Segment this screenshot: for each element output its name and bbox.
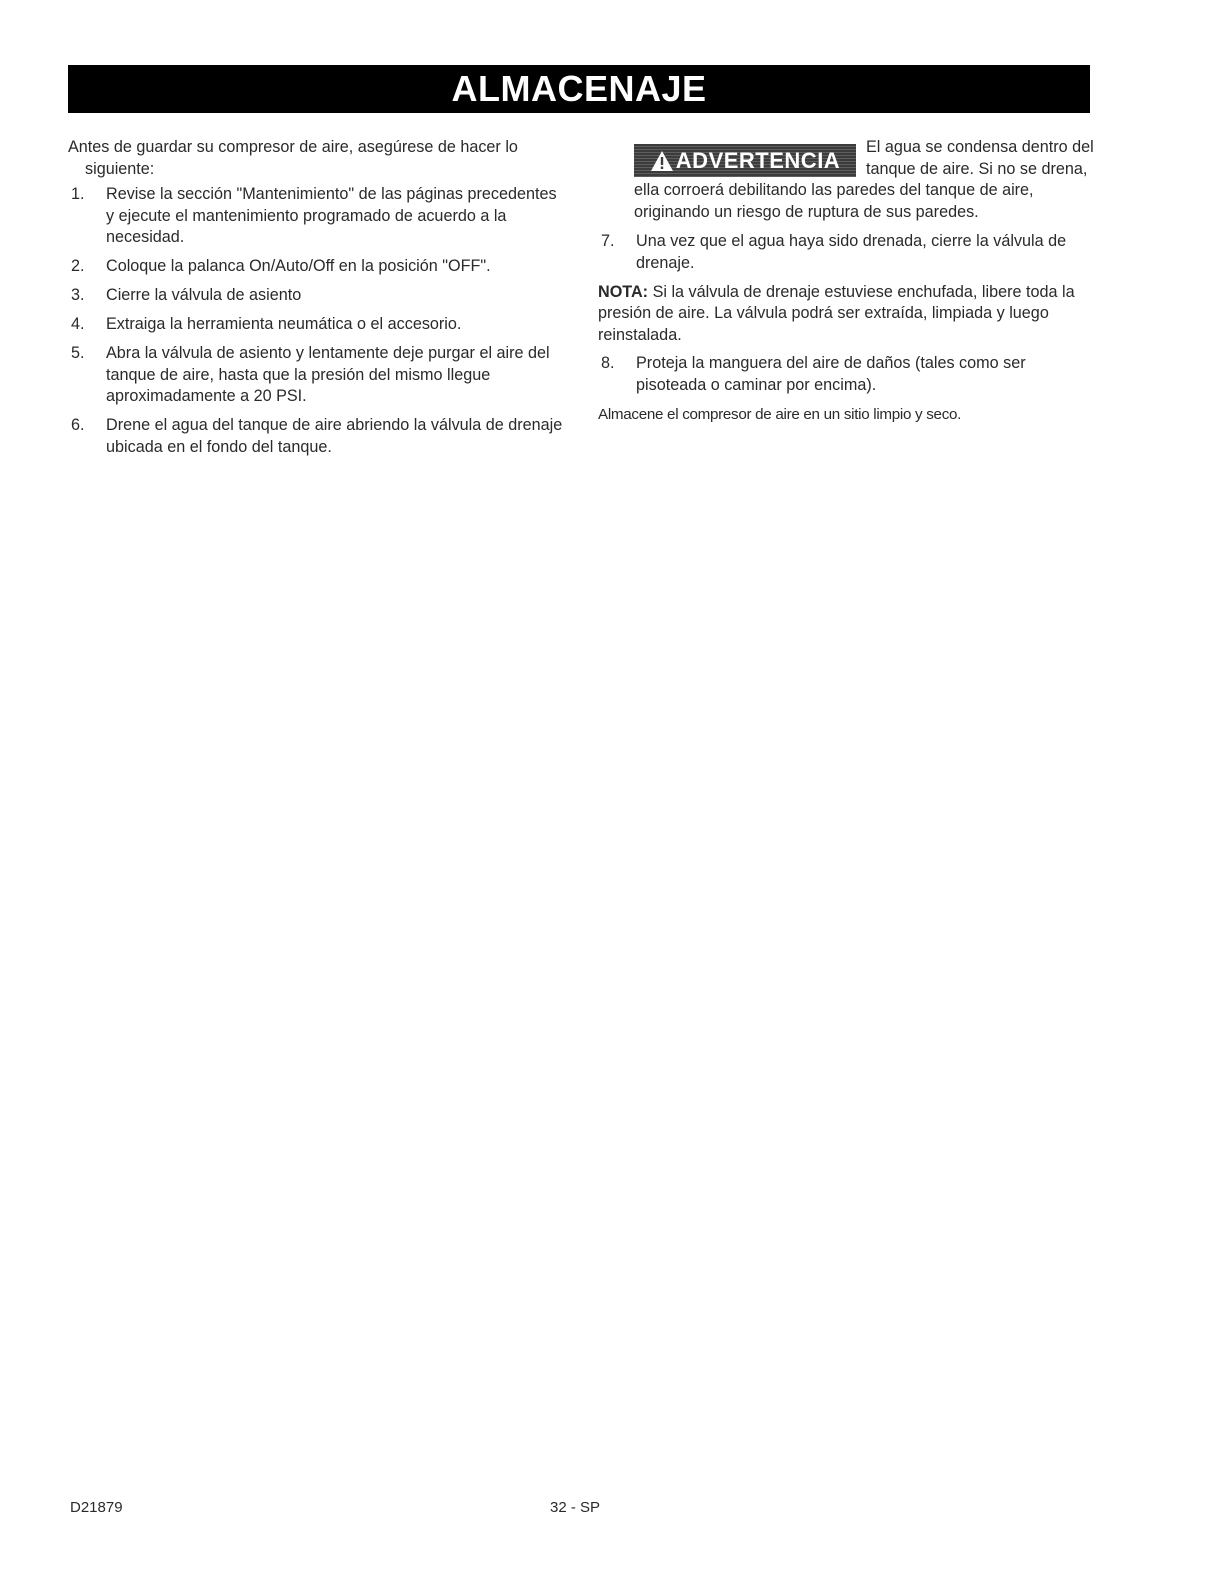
list-item [68, 343, 568, 408]
warning-triangle-icon [650, 150, 674, 172]
doc-code: D21879 [70, 1499, 123, 1516]
intro-text: Antes de guardar su compresor de aire, asegúrese de hacer lo siguiente: [68, 138, 518, 178]
step-number: 1. [71, 185, 85, 203]
step-text: Una vez que el agua haya sido drenada, cierre la válvula de drenaje. [636, 232, 1067, 272]
steps-list-right-a [598, 231, 1098, 274]
step-text: Extraiga la herramienta neumática o el accesorio. [106, 315, 462, 333]
page-number: 32 - SP [550, 1499, 601, 1516]
right-column [598, 137, 1098, 425]
step-number: 3. [71, 286, 85, 304]
note-label: NOTA: [598, 282, 649, 301]
list-item [68, 256, 568, 278]
step-number: 5. [71, 344, 85, 362]
steps-list-left [68, 184, 568, 458]
step-number: 4. [71, 315, 85, 333]
step-number: 7. [601, 232, 615, 250]
step-text: Proteja la manguera del aire de daños (tales como ser pisoteada o caminar por encima). [636, 354, 1026, 394]
list-item [598, 231, 1098, 274]
warning-label: ADVERTENCIA [675, 147, 841, 173]
list-item [68, 314, 568, 336]
list-item [68, 184, 568, 249]
list-item [68, 285, 568, 307]
warning-badge [634, 144, 856, 177]
note-text: Si la válvula de drenaje estuviese enchufada, libere toda la presión de aire. La válvula podrá ser extraída, limpiada y luego reinstalada. [598, 282, 1075, 344]
steps-list-right-b [598, 353, 1098, 396]
step-number: 2. [71, 257, 85, 275]
step-number: 8. [601, 354, 615, 372]
closing-text: Almacene el compresor de aire en un sitio limpio y seco. [598, 405, 962, 423]
section-title-bar [68, 65, 1090, 113]
warning-block [598, 137, 1098, 223]
step-text: Revise la sección "Mantenimiento" de las páginas precedentes y ejecute el mantenimiento programado de acuerdo a la necesidad. [106, 185, 557, 246]
step-text: Drene el agua del tanque de aire abriendo la válvula de drenaje ubicada en el fondo del tanque. [106, 416, 563, 456]
left-column [68, 137, 568, 466]
note-paragraph [598, 282, 1098, 347]
list-item [68, 415, 568, 458]
list-item [598, 353, 1098, 396]
step-text: Coloque la palanca On/Auto/Off en la posición "OFF". [106, 257, 491, 275]
step-text: Cierre la válvula de asiento [106, 286, 302, 304]
step-number: 6. [71, 416, 85, 434]
warning-text: El agua se condensa dentro del tanque de aire. Si no se drena, ella corroerá debilitando las paredes del tanque de aire, originando un riesgo de ruptura de sus paredes. [634, 138, 1094, 221]
step-text: Abra la válvula de asiento y lentamente deje purgar el aire del tanque de aire, hasta que la presión del mismo llegue aproximadamente a 20 PSI. [106, 344, 550, 405]
page-title: ALMACENAJE [451, 68, 707, 109]
